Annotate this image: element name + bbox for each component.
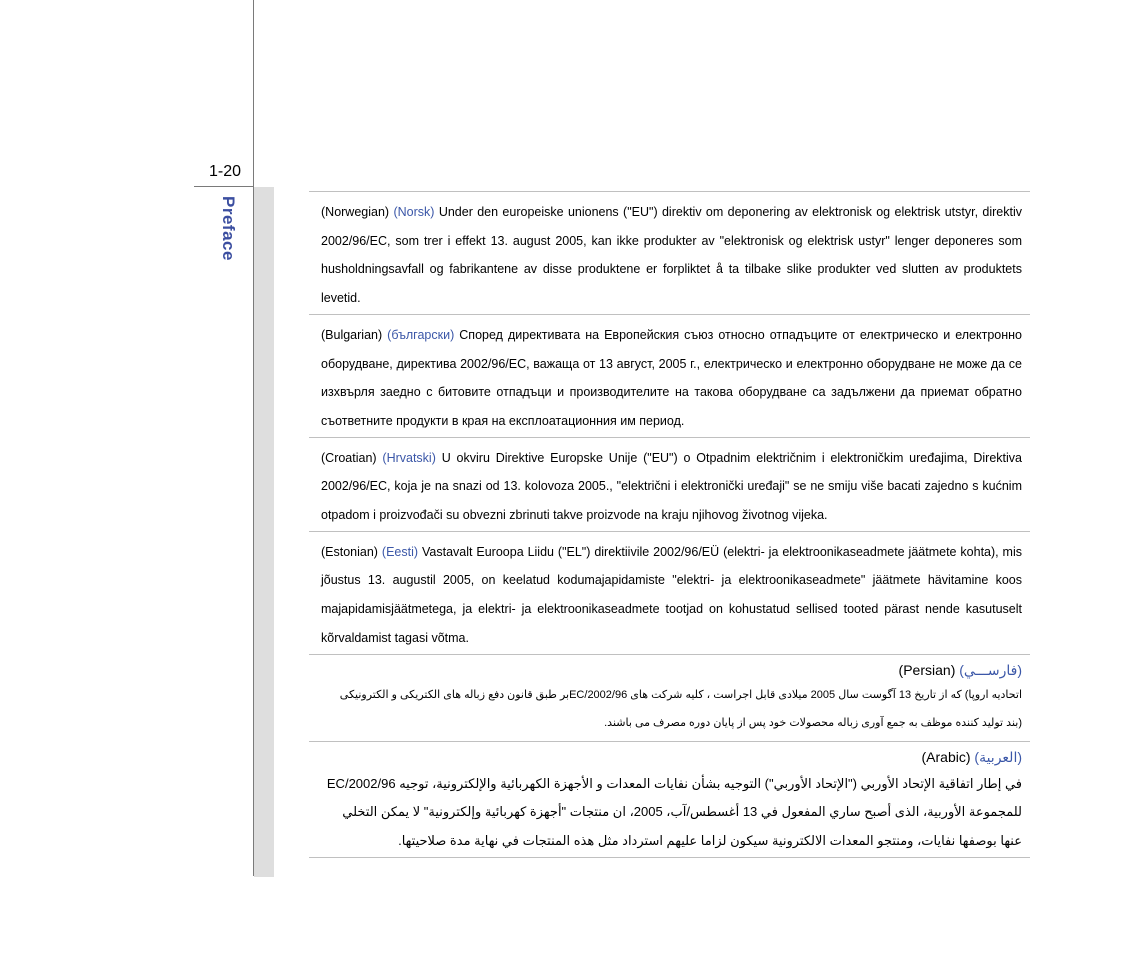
language-native-name: (Norsk) [393, 205, 435, 219]
language-blocks [309, 191, 1030, 858]
block-text: U okviru Direktive Europske Unije ("EU") o Otpadnim električnim i elektroničkim uređajima, Direktiva 2002/96/EC, koja je na snazi od 13. kolovoza 2005., "električni i elektronički uređaji" se ne smiju više bacati zajedno s kućnim otpadom i proizvođači su obvezni zbrinuti takve proizvode na kraju njihovog životnog vijeka. [321, 450, 1022, 523]
block-text: Vastavalt Euroopa Liidu ("EL") direktiivile 2002/96/EÜ (elektri- ja elektroonikaseadmete jäätmete kohta), mis jõustus 13. augustil 2005, on keelatud kodumajapidamiste "elektri- ja elektroonikaseadmete" jäätmete hävitamine koos majapidamisjäätmetega, ja elektri- ja elektroonikaseadmete tootjad on kohustatud sellised tooted pärast nende kasutuselt kõrvaldamist tagasi võtma. [321, 544, 1022, 645]
page-number: 1-20 [209, 163, 242, 180]
block-text: اتحادیه اروپا) که از تاریخ 13 آگوست سال 2005 میلادی قابل اجراست ، کلیه شرکت های 2002/96/ECبر طبق قانون دفع زباله های الکتریکی و الکترونیکی (بند تولید کننده موظف به جمع آوری زباله محصولات خود پس از پایان دوره مصرف می باشند. [339, 688, 1022, 729]
block-heading [321, 742, 1022, 768]
block-paragraph [321, 438, 1022, 531]
block-text: Според директивата на Европейския съюз относно отпадъците от електрическо и електронно оборудване, директива 2002/96/EC, важаща от 13 август, 2005 г., електрическо и електронно оборудване не може да се изхвърля заедно с битовите отпадъци и производителите на такова оборудване са задължени да приемат обратно съответните продукти в края на експлоатационния им период. [321, 327, 1022, 428]
block-paragraph [321, 192, 1022, 314]
margin-band [254, 187, 274, 877]
block-text: Under den europeiske unionens ("EU") direktiv om deponering av elektronisk og elektrisk utstyr, direktiv 2002/96/EC, som trer i effekt 13. august 2005, kan ikke produkter av "elektronisk og elektrisk ustyr" lenger deponeres som husholdningsavfall og fabrikantene av disse produktene er forpliktet å ta tilbake slike produkter ved slutten av produktets levetid. [321, 205, 1022, 306]
language-native-name: (Hrvatski) [382, 450, 436, 465]
language-name: (Norwegian) [321, 205, 390, 219]
block-croatian [309, 437, 1030, 531]
block-paragraph [321, 315, 1022, 437]
section-label: Preface [219, 196, 238, 261]
block-text: في إطار اتفاقية الإتحاد الأوربي ("الإتحاد الأوربي") التوجيه بشأن نفايات المعدات و الأجهزة الكهربائية والإلكترونية، توجيه 2002/96/EC للمجموعة الأوربية، الذى أصبح ساري المفعول في 13 أغسطس/آب، 2005، ان منتجات "أجهزة كهربائية وإلكترونية" لا يمكن التخلي عنها بوصفها نفايات، ومنتجو المعدات الالكترونية سيكون لزاما عليهم استرداد مثل هذه المنتجات في نهاية مدة صلاحيتها. [326, 775, 1022, 848]
language-native-name: (العربية) [974, 748, 1022, 765]
language-name: (Bulgarian) [321, 327, 383, 342]
block-estonian [309, 531, 1030, 654]
block-heading [321, 655, 1022, 681]
page-number-rule [194, 186, 253, 187]
block-paragraph [321, 532, 1022, 654]
language-native-name: (Eesti) [381, 544, 419, 559]
block-arabic [309, 741, 1030, 859]
block-persian [309, 654, 1030, 741]
language-name: (Arabic) [921, 748, 971, 765]
language-native-name: (فارســـي) [959, 661, 1022, 678]
language-name: (Estonian) [321, 544, 378, 559]
language-native-name: (български) [387, 327, 455, 342]
language-name: (Croatian) [321, 450, 377, 465]
language-name: (Persian) [898, 661, 956, 678]
block-norwegian [309, 191, 1030, 314]
block-bulgarian [309, 314, 1030, 437]
